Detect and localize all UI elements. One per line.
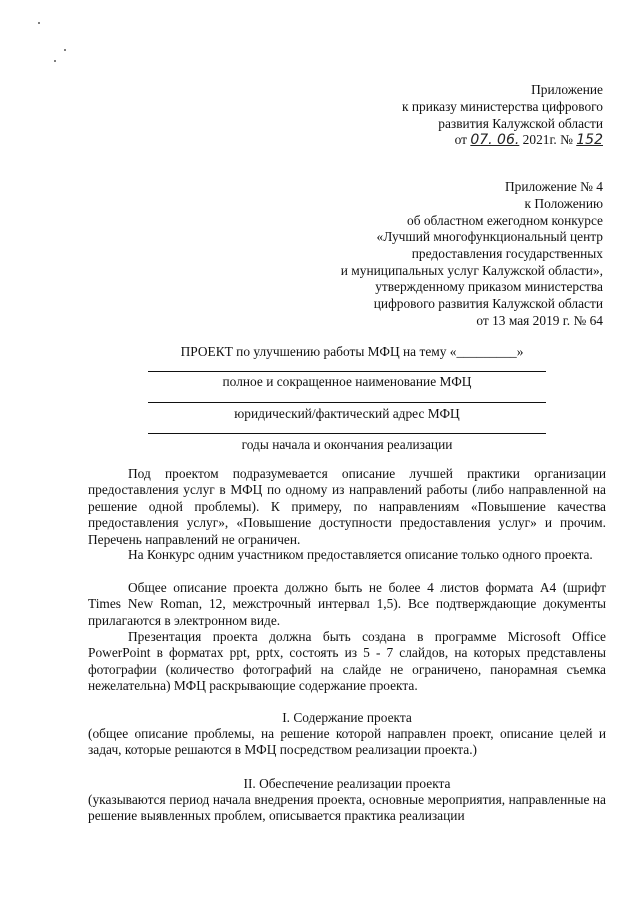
scan-speck	[64, 49, 66, 51]
section-1-text: (общее описание проблемы, на решение которой направлен проект, описание целей и задач, которые решаются в МФЦ посредством реализации проекта.)	[88, 726, 606, 758]
annex4-line: и муниципальных услуг Калужской области»,	[340, 263, 603, 278]
scan-speck	[38, 22, 40, 24]
paragraph-presentation: Презентация проекта должна быть создана в программе Microsoft Office PowerPoint в форматах ppt, pptx, состоять из 5 - 7 слайдов, на которых представлены фотографии (количество фотографий на слайде не ограничено, панорамная съемка нежелательна) МФЦ раскрывающие содержание проекта.	[88, 629, 606, 694]
field-rule	[148, 371, 546, 372]
field-rule	[148, 433, 546, 434]
annex4-line: Приложение № 4	[504, 179, 603, 194]
field-caption-address: юридический/фактический адрес МФЦ	[234, 406, 460, 421]
annex4-line: предоставления государственных	[411, 246, 603, 261]
date-year: 2021г. №	[522, 132, 573, 147]
handwritten-date: 07. 06.	[470, 132, 520, 148]
section-2-text: (указываются период начала внедрения проекта, основные мероприятия, направленные на решение выявленных проблем, описывается практика реализации	[88, 792, 606, 824]
paragraph-one-project: На Конкурс одним участником предоставляется описание только одного проекта.	[128, 547, 593, 562]
section-2-heading: II. Обеспечение реализации проекта	[243, 776, 451, 791]
project-title: ПРОЕКТ по улучшению работы МФЦ на тему «_________»	[180, 344, 524, 359]
paragraph-project-definition: Под проектом подразумевается описание лучшей практики организации предоставления услуг в МФЦ по одному из направлений работы (либо направленной на решение одной проблемы). К примеру, по направлениям «Повышение качества предоставления услуг», «Повышение доступности предоставления услуг» и прочим. Перечень направлений не ограничен.	[88, 466, 606, 547]
annex-date-line	[455, 131, 603, 149]
field-caption-years: годы начала и окончания реализации	[241, 437, 453, 452]
annex-line-2: к приказу министерства цифрового	[402, 99, 603, 114]
annex4-line: «Лучший многофункциональный центр	[376, 229, 603, 244]
date-prefix: от	[454, 132, 467, 147]
annex4-line: об областном ежегодном конкурсе	[407, 213, 603, 228]
scan-speck	[54, 60, 56, 62]
field-rule	[148, 402, 546, 403]
section-1-heading: I. Содержание проекта	[282, 710, 412, 725]
field-caption-name: полное и сокращенное наименование МФЦ	[222, 374, 472, 389]
annex-line-3: развития Калужской области	[438, 116, 603, 131]
annex4-line: от 13 мая 2019 г. № 64	[476, 313, 603, 328]
annex4-line: к Положению	[524, 196, 603, 211]
annex4-line: цифрового развития Калужской области	[373, 296, 603, 311]
annex4-line: утвержденному приказом министерства	[375, 279, 603, 294]
paragraph-description-format: Общее описание проекта должно быть не более 4 листов формата А4 (шрифт Times New Roman, 12, межстрочный интервал 1,5). Все подтверждающие документы прилагаются в электронном виде.	[88, 580, 606, 628]
handwritten-number: 152	[576, 132, 603, 148]
annex-line-1: Приложение	[531, 82, 603, 97]
